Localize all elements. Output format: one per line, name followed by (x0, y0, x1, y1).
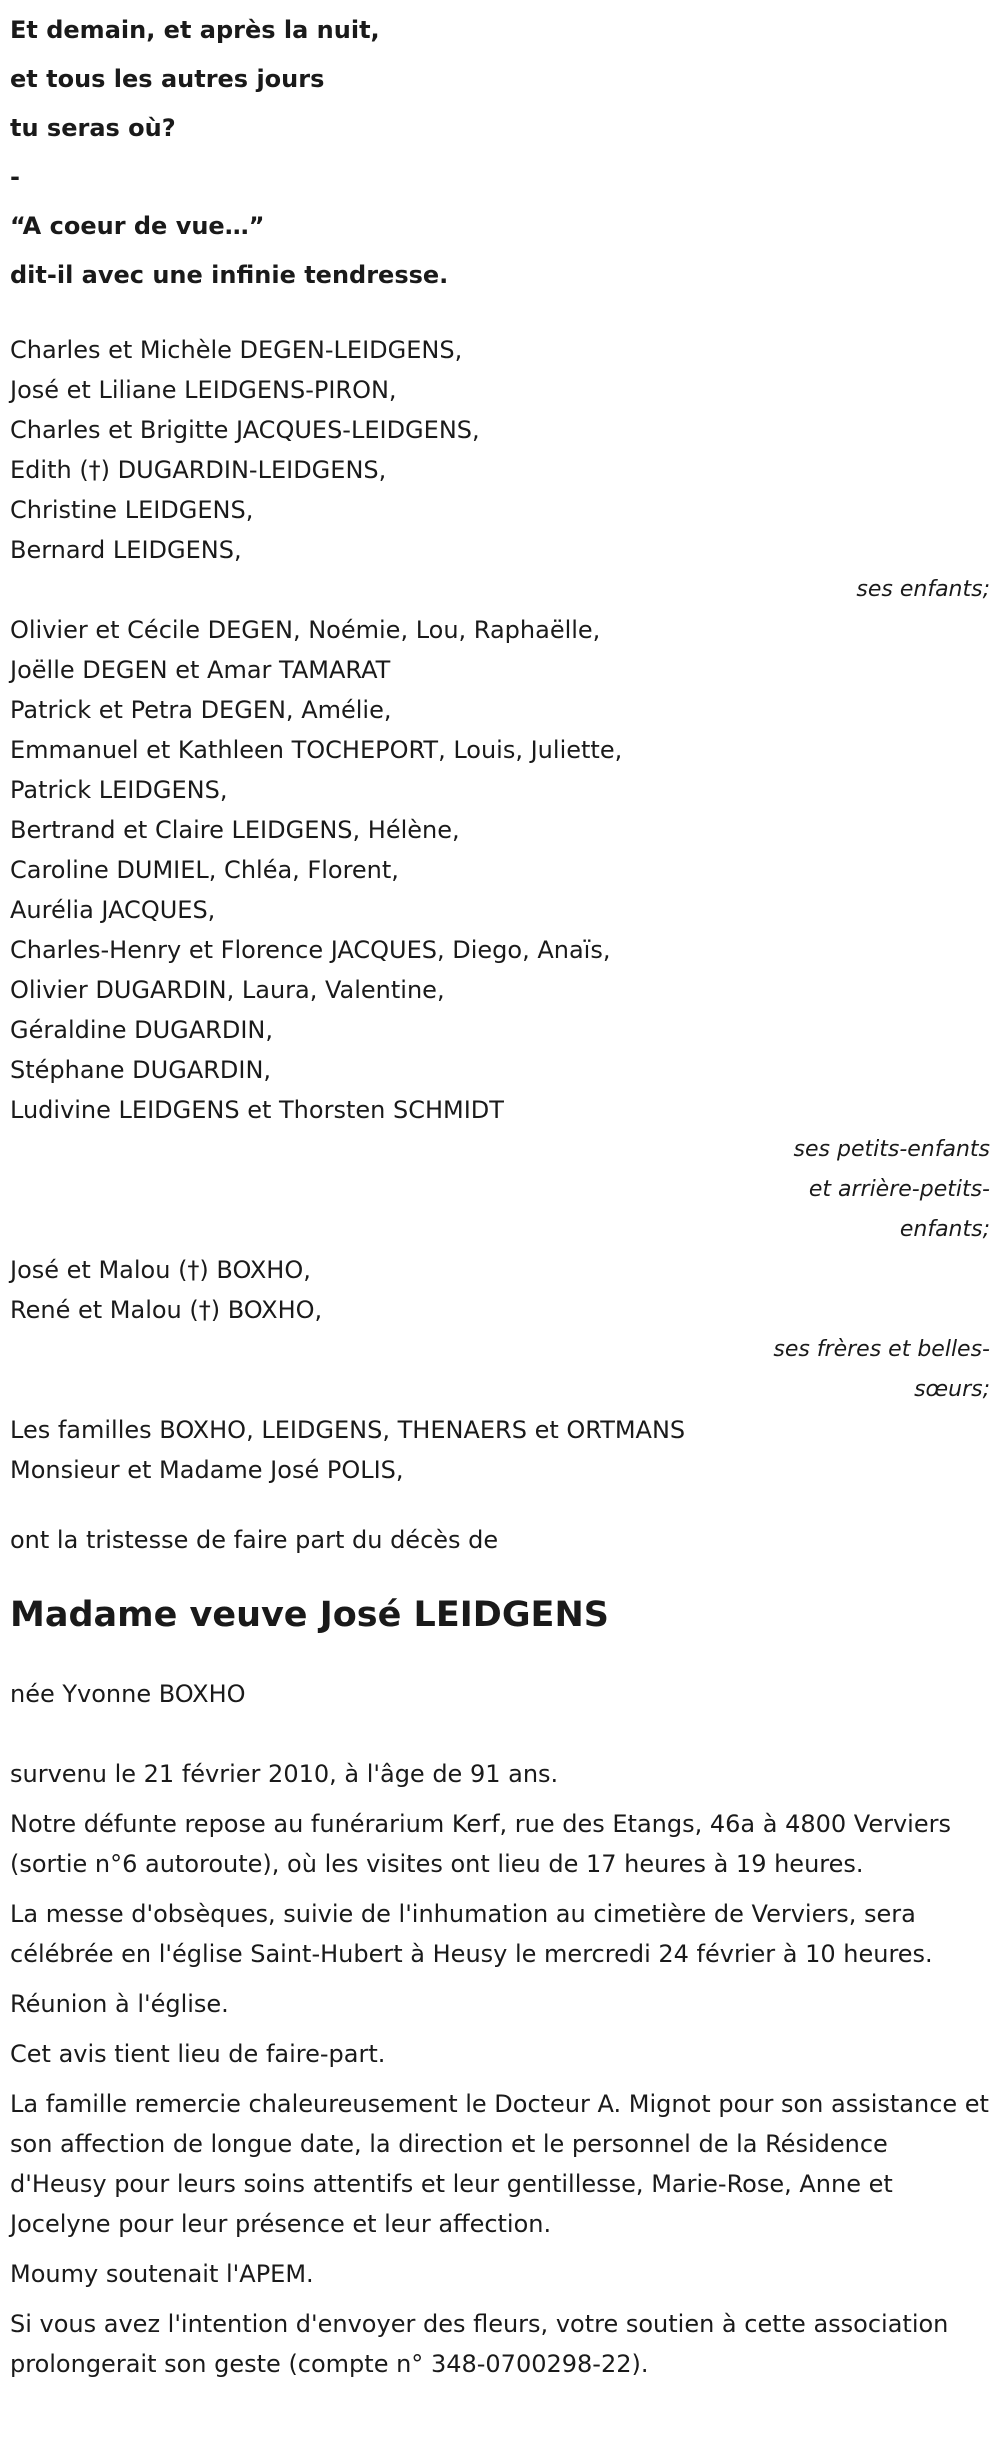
family-line: Les familles BOXHO, LEIDGENS, THENAERS et ORTMANS (10, 1416, 686, 1444)
role-line: sœurs; (914, 1377, 990, 1402)
grandchild-name: Géraldine DUGARDIN, (10, 1016, 273, 1044)
child-name: Christine LEIDGENS, (10, 496, 254, 524)
grandchild-name: Patrick LEIDGENS, (10, 776, 228, 804)
child-name: Edith (†) DUGARDIN-LEIDGENS, (10, 456, 387, 484)
paragraph-mass: La messe d'obsèques, suivie de l'inhumation au cimetière de Verviers, sera célébrée en l'église Saint-Hubert à Heusy le mercredi 24 février à 10 heures. (10, 1900, 933, 1968)
grandchild-name: Aurélia JACQUES, (10, 896, 216, 924)
poem-line: - (10, 163, 20, 191)
poem-line: “A coeur de vue…” (10, 212, 265, 240)
paragraph-thanks: La famille remercie chaleureusement le Docteur A. Mignot pour son assistance et son affection de longue date, la direction et le personnel de la Résidence d'Heusy pour leurs soins attentifs et leur gentillesse, Marie-Rose, Anne et Jocelyne pour leur présence et leur affection. (10, 2090, 989, 2238)
siblings-list (10, 1250, 990, 1330)
grandchildren-list (10, 610, 990, 1130)
paragraph-funerarium: Notre défunte repose au funérarium Kerf, rue des Etangs, 46a à 4800 Verviers (sortie n°6 autoroute), où les visites ont lieu de 17 heures à 19 heures. (10, 1810, 951, 1878)
born-name: née Yvonne BOXHO (10, 1680, 246, 1708)
sibling-name: René et Malou (†) BOXHO, (10, 1296, 323, 1324)
paragraph-flowers: Si vous avez l'intention d'envoyer des fleurs, votre soutien à cette association prolongerait son geste (compte n° 348-0700298-22). (10, 2310, 949, 2378)
paragraph-date: survenu le 21 février 2010, à l'âge de 91 ans. (10, 1760, 559, 1788)
children-role: ses enfants; (856, 577, 990, 602)
children-list (10, 330, 990, 570)
announcement-text: ont la tristesse de faire part du décès de (10, 1526, 499, 1554)
child-name: Bernard LEIDGENS, (10, 536, 242, 564)
grandchild-name: Charles-Henry et Florence JACQUES, Diego, Anaïs, (10, 936, 611, 964)
grandchild-name: Stéphane DUGARDIN, (10, 1056, 272, 1084)
grandchild-name: Caroline DUMIEL, Chléa, Florent, (10, 856, 399, 884)
grandchild-name: Joëlle DEGEN et Amar TAMARAT (10, 656, 391, 684)
grandchild-name: Olivier DUGARDIN, Laura, Valentine, (10, 976, 445, 1004)
role-line: enfants; (899, 1217, 990, 1242)
role-line: ses petits-enfants (793, 1137, 990, 1162)
poem-line: tu seras où? (10, 114, 176, 142)
deceased-name: Madame veuve José LEIDGENS (10, 1595, 609, 1635)
sibling-name: José et Malou (†) BOXHO, (10, 1256, 311, 1284)
grandchild-name: Bertrand et Claire LEIDGENS, Hélène, (10, 816, 460, 844)
grandchild-name: Olivier et Cécile DEGEN, Noémie, Lou, Raphaëlle, (10, 616, 601, 644)
families-list (10, 1410, 990, 1490)
paragraph-apem: Moumy soutenait l'APEM. (10, 2260, 314, 2288)
grandchildren-role (10, 1130, 990, 1250)
poem-line: et tous les autres jours (10, 65, 325, 93)
role-line: ses frères et belles- (773, 1337, 990, 1362)
grandchild-name: Ludivine LEIDGENS et Thorsten SCHMIDT (10, 1096, 504, 1124)
obituary-page (10, 0, 990, 2384)
child-name: Charles et Brigitte JACQUES-LEIDGENS, (10, 416, 480, 444)
child-name: Charles et Michèle DEGEN-LEIDGENS, (10, 336, 463, 364)
grandchild-name: Patrick et Petra DEGEN, Amélie, (10, 696, 392, 724)
paragraph-meeting: Réunion à l'église. (10, 1990, 229, 2018)
grandchild-name: Emmanuel et Kathleen TOCHEPORT, Louis, Juliette, (10, 736, 623, 764)
siblings-role (10, 1330, 990, 1410)
family-line: Monsieur et Madame José POLIS, (10, 1456, 404, 1484)
paragraph-notice: Cet avis tient lieu de faire-part. (10, 2040, 386, 2068)
poem-line: dit-il avec une infinie tendresse. (10, 261, 449, 289)
role-line: et arrière-petits- (808, 1177, 990, 1202)
poem (10, 6, 990, 300)
poem-line: Et demain, et après la nuit, (10, 16, 380, 44)
child-name: José et Liliane LEIDGENS-PIRON, (10, 376, 397, 404)
